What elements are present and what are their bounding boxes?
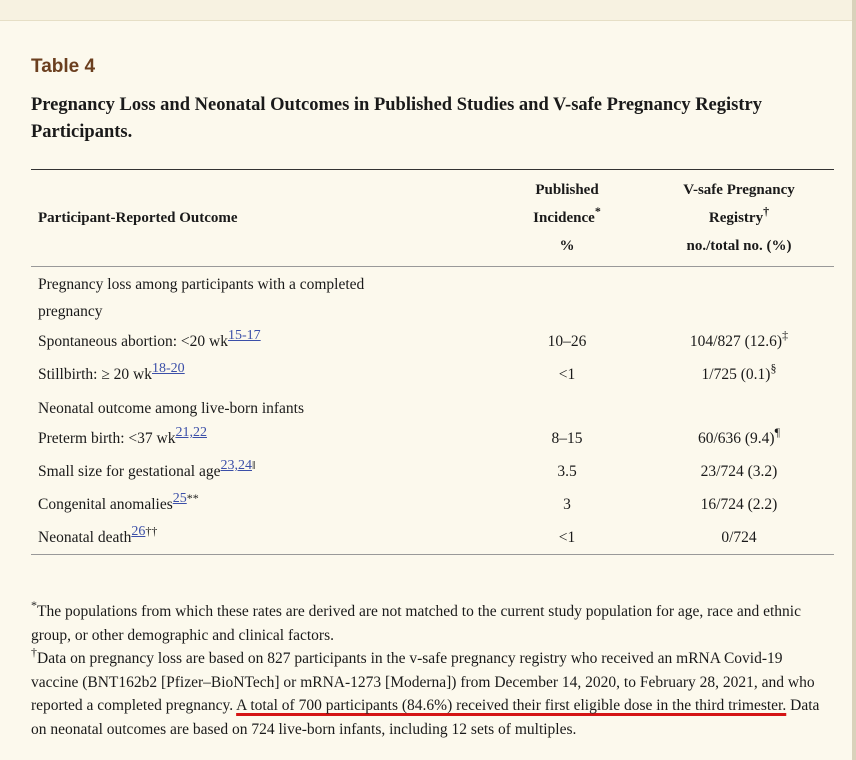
table-label: Table 4 xyxy=(31,56,96,77)
outcome-label: Small size for gestational age23,24‖ xyxy=(38,458,256,480)
registry-cell: 16/724 (2.2) xyxy=(700,496,778,513)
registry-cell: 60/636 (9.4)¶ xyxy=(697,425,781,447)
header-registry: V-safe Pregnancy Registry† no./total no. (%) xyxy=(683,182,795,254)
header-incidence-mark: * xyxy=(594,204,601,218)
table-row xyxy=(31,422,834,455)
reference-link[interactable]: 23,24 xyxy=(220,458,252,473)
header-row xyxy=(31,170,834,267)
section-neonatal: Neonatal outcome among live-born infants xyxy=(38,400,305,417)
table-title: Pregnancy Loss and Neonatal Outcomes in Published Studies and V-safe Pregnancy Registry Participants. xyxy=(31,95,762,142)
outcomes-table xyxy=(31,169,834,555)
outcome-label: Stillbirth: ≥ 20 wk18-20 xyxy=(38,361,185,383)
registry-cell: 0/724 xyxy=(721,529,757,546)
table-row xyxy=(31,521,834,555)
incidence-cell: 8–15 xyxy=(551,430,583,447)
header-outcome: Participant-Reported Outcome xyxy=(38,210,238,226)
reference-link[interactable]: 18-20 xyxy=(152,361,185,376)
highlighted-text: A total of 700 participants (84.6%) received their first eligible dose in the third trimester. xyxy=(236,697,787,714)
outcome-label: Spontaneous abortion: <20 wk15-17 xyxy=(38,328,261,350)
header-registry-mark: † xyxy=(763,204,770,218)
reference-link[interactable]: 15-17 xyxy=(228,328,261,343)
footnote-1: *The populations from which these rates are derived are not matched to the current study population for age, race and ethnic group, or other demographic and clinical factors. xyxy=(31,598,801,644)
section-row xyxy=(31,267,834,326)
footnote-2: †Data on pregnancy loss are based on 827 participants in the v-safe pregnancy registry who received an mRNA Covid-19 vaccine (BNT162b2 [Pfizer–BioNTech] or mRNA-1273 [Moderna]) from December 14, 2020, to February 28, 2021, and who reported a completed pregnancy. A total of 700 participants (84.6%) received their first eligible dose in the third trimester. Data on neonatal outcomes are based on 724 live-born infants, including 12 sets of multiples. xyxy=(31,645,820,738)
registry-cell: 104/827 (12.6)‡ xyxy=(689,328,789,350)
table-container xyxy=(31,20,834,741)
reference-link[interactable]: 21,22 xyxy=(175,425,207,440)
table-row xyxy=(31,488,834,521)
reference-link[interactable]: 25 xyxy=(172,491,187,506)
page-top-band xyxy=(0,0,856,21)
section-pregnancy-loss: Pregnancy loss among participants with a completed pregnancy xyxy=(38,276,365,320)
incidence-cell: 10–26 xyxy=(547,333,587,350)
incidence-cell: 3 xyxy=(563,496,571,513)
outcome-label: Congenital anomalies25** xyxy=(38,491,199,513)
reference-link[interactable]: 26 xyxy=(131,524,146,539)
scrollbar-track[interactable] xyxy=(852,0,856,760)
incidence-cell: 3.5 xyxy=(557,463,577,480)
table-row xyxy=(31,325,834,358)
registry-cell: 23/724 (3.2) xyxy=(700,463,778,480)
table-footnotes xyxy=(31,600,831,741)
outcome-label: Neonatal death26†† xyxy=(38,524,158,546)
outcome-label: Preterm birth: <37 wk21,22 xyxy=(38,425,207,447)
section-row xyxy=(31,391,834,422)
table-row xyxy=(31,455,834,488)
incidence-cell: <1 xyxy=(558,366,576,383)
table-row xyxy=(31,358,834,391)
header-incidence: Published Incidence* % xyxy=(533,182,601,254)
registry-cell: 1/725 (0.1)§ xyxy=(701,361,777,383)
incidence-cell: <1 xyxy=(558,529,576,546)
